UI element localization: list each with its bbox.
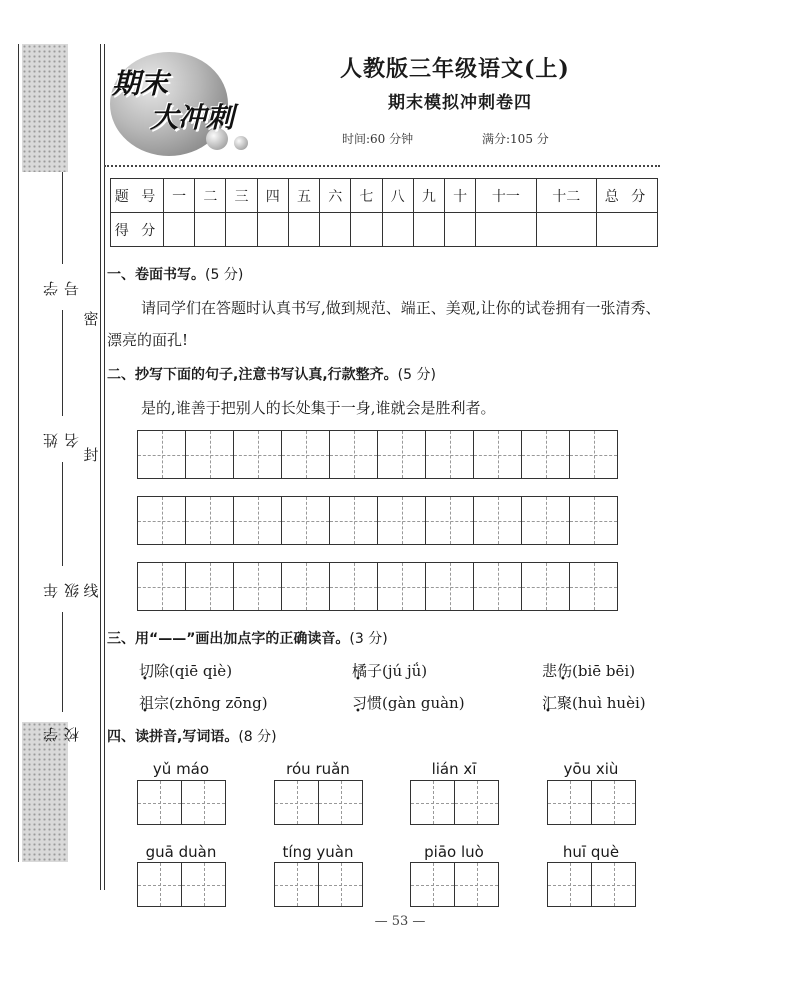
dotted-char: 汇	[542, 694, 558, 712]
score-table	[110, 178, 658, 247]
binding-pattern-top	[22, 44, 68, 172]
writing-cell[interactable]	[137, 562, 186, 611]
score-entry-cell[interactable]	[320, 213, 351, 247]
pinyin-label: yōu xiù	[563, 760, 619, 778]
section-4-title: 四、读拼音,写词语。	[107, 729, 239, 745]
score-header-cell: 十	[444, 179, 475, 213]
pronunciation-item[interactable]	[139, 692, 268, 713]
writing-cell[interactable]	[521, 562, 570, 611]
pinyin-label: huī què	[562, 843, 620, 861]
score-entry-cell[interactable]	[413, 213, 444, 247]
score-entry-cell[interactable]	[476, 213, 536, 247]
score-entry-cell[interactable]	[195, 213, 226, 247]
section-3-heading	[107, 628, 388, 648]
writing-cell[interactable]	[569, 496, 618, 545]
score-header-cell: 七	[351, 179, 382, 213]
binding-line-right	[100, 44, 101, 890]
pron-options: 惯(gàn guàn)	[367, 694, 465, 712]
dotted-char: 习	[352, 694, 368, 712]
score-header-cell: 八	[382, 179, 413, 213]
word-cell[interactable]	[454, 862, 499, 907]
pron-pre: 悲	[542, 662, 558, 680]
pronunciation-item[interactable]	[139, 660, 232, 681]
writing-cell[interactable]	[425, 562, 474, 611]
writing-cell[interactable]	[425, 496, 474, 545]
score-header-cell: 三	[226, 179, 257, 213]
student-id-line	[62, 172, 63, 264]
section-1-text-line1: 请同学们在答题时认真书写,做到规范、端正、美观,让你的试卷拥有一张清秀、	[141, 299, 661, 317]
word-cell[interactable]	[274, 780, 319, 825]
score-entry-cell[interactable]	[226, 213, 257, 247]
score-header-cell: 题 号	[111, 179, 164, 213]
word-cell[interactable]	[547, 780, 592, 825]
score-header-cell: 四	[257, 179, 288, 213]
pinyin-label: tíng yuàn	[282, 843, 354, 861]
logo-text-line2: 大冲刺	[150, 101, 235, 134]
score-header-cell: 十二	[536, 179, 596, 213]
binding-line-left	[18, 44, 19, 862]
writing-cell[interactable]	[569, 562, 618, 611]
word-cell[interactable]	[137, 862, 182, 907]
name-line	[62, 310, 63, 416]
dotted-char: 切	[139, 662, 155, 680]
writing-cell[interactable]	[233, 562, 282, 611]
pinyin-label: lián xī	[431, 760, 477, 778]
pron-options: (biē bēi)	[572, 662, 636, 680]
writing-cell[interactable]	[569, 430, 618, 479]
writing-cell[interactable]	[233, 496, 282, 545]
writing-cell[interactable]	[521, 496, 570, 545]
score-table-header-row	[111, 179, 658, 213]
writing-cell[interactable]	[281, 562, 330, 611]
writing-cell[interactable]	[329, 430, 378, 479]
word-cell[interactable]	[547, 862, 592, 907]
pronunciation-item[interactable]	[542, 692, 646, 713]
writing-cell[interactable]	[377, 496, 426, 545]
section-2-sentence: 是的,谁善于把别人的长处集于一身,谁就会是胜利者。	[141, 399, 496, 417]
score-entry-cell[interactable]	[597, 213, 658, 247]
pronunciation-item[interactable]	[352, 660, 427, 681]
pinyin-label: guā duàn	[145, 843, 217, 861]
score-header-cell: 总 分	[597, 179, 658, 213]
word-cell[interactable]	[454, 780, 499, 825]
writing-cell[interactable]	[377, 562, 426, 611]
word-box[interactable]	[410, 862, 498, 907]
writing-cell[interactable]	[233, 430, 282, 479]
pron-options: 子(jú jǘ)	[367, 662, 428, 680]
pronunciation-item[interactable]	[542, 660, 635, 681]
word-box[interactable]	[547, 862, 635, 907]
score-header-cell: 六	[320, 179, 351, 213]
score-entry-cell[interactable]	[164, 213, 195, 247]
score-header-cell: 一	[164, 179, 195, 213]
word-box[interactable]	[137, 780, 225, 825]
word-cell[interactable]	[318, 780, 363, 825]
writing-cell[interactable]	[185, 562, 234, 611]
pinyin-label: yǔ máo	[152, 760, 210, 778]
section-1-text-line2: 漂亮的面孔!	[107, 331, 189, 349]
page-title: 人教版三年级语文(上)	[340, 56, 570, 82]
section-3-points: (3 分)	[349, 631, 388, 647]
score-entry-cell[interactable]	[288, 213, 319, 247]
grade-label: 年级	[42, 577, 81, 599]
section-1-points: (5 分)	[205, 267, 244, 283]
pronunciation-item[interactable]	[352, 692, 465, 713]
score-header-cell: 十一	[476, 179, 536, 213]
word-box[interactable]	[137, 862, 225, 907]
writing-cell[interactable]	[185, 496, 234, 545]
score-header-cell: 五	[288, 179, 319, 213]
dotted-char: 伤	[557, 662, 573, 680]
pinyin-label: piāo luò	[424, 843, 484, 861]
writing-grid-row-2[interactable]	[137, 496, 617, 545]
word-box[interactable]	[274, 862, 362, 907]
writing-cell[interactable]	[281, 430, 330, 479]
score-entry-cell[interactable]	[257, 213, 288, 247]
section-2-points: (5 分)	[397, 367, 436, 383]
word-cell[interactable]	[181, 780, 226, 825]
writing-cell[interactable]	[521, 430, 570, 479]
word-cell[interactable]	[274, 862, 319, 907]
writing-cell[interactable]	[281, 496, 330, 545]
writing-cell[interactable]	[473, 430, 522, 479]
logo-text-line1: 期末	[112, 67, 169, 100]
page-number: — 53 —	[374, 914, 426, 929]
section-1-title: 一、卷面书写。	[107, 267, 205, 283]
writing-cell[interactable]	[137, 430, 186, 479]
school-label: 学校	[42, 721, 81, 743]
writing-grid-row-3[interactable]	[137, 562, 617, 611]
writing-cell[interactable]	[137, 496, 186, 545]
seal-char-feng: 封	[83, 446, 99, 464]
section-2-title: 二、抄写下面的句子,注意书写认真,行款整齐。	[107, 367, 398, 383]
pron-options: 宗(zhōng zōng)	[154, 694, 268, 712]
word-cell[interactable]	[137, 780, 182, 825]
full-score: 满分:105 分	[482, 132, 549, 146]
seal-char-xian: 线	[83, 582, 99, 600]
grade-line	[62, 462, 63, 566]
word-box[interactable]	[410, 780, 498, 825]
word-box[interactable]	[274, 780, 362, 825]
writing-cell[interactable]	[329, 562, 378, 611]
writing-cell[interactable]	[473, 562, 522, 611]
pron-options: 除(qiē qiè)	[154, 662, 233, 680]
section-3-title: 三、用“——”画出加点字的正确读音。	[107, 631, 350, 647]
writing-cell[interactable]	[425, 430, 474, 479]
score-header-cell: 九	[413, 179, 444, 213]
page-subtitle: 期末模拟冲刺卷四	[388, 93, 532, 113]
exam-time: 时间:60 分钟	[342, 132, 414, 146]
section-4-points: (8 分)	[238, 729, 277, 745]
score-entry-cell[interactable]	[536, 213, 596, 247]
word-cell[interactable]	[591, 780, 636, 825]
word-cell[interactable]	[181, 862, 226, 907]
word-box[interactable]	[547, 780, 635, 825]
score-table-score-row	[111, 213, 658, 247]
student-id-label: 学号	[42, 275, 81, 297]
word-cell[interactable]	[591, 862, 636, 907]
pron-options: 聚(huì huèi)	[557, 694, 646, 712]
score-entry-cell[interactable]	[382, 213, 413, 247]
header-divider	[104, 165, 660, 167]
school-line	[62, 612, 63, 712]
writing-cell[interactable]	[329, 496, 378, 545]
score-header-cell: 二	[195, 179, 226, 213]
writing-grid-row-1[interactable]	[137, 430, 617, 479]
word-cell[interactable]	[410, 780, 455, 825]
seal-char-mi: 密	[83, 310, 99, 328]
writing-cell[interactable]	[185, 430, 234, 479]
binding-line-right-2	[104, 44, 105, 890]
score-row-label: 得 分	[111, 213, 164, 247]
writing-cell[interactable]	[473, 496, 522, 545]
section-2-heading	[107, 364, 436, 384]
logo-ball-small	[234, 136, 248, 150]
writing-cell[interactable]	[377, 430, 426, 479]
pinyin-label: róu ruǎn	[286, 760, 350, 778]
dotted-char: 祖	[139, 694, 155, 712]
word-cell[interactable]	[410, 862, 455, 907]
score-entry-cell[interactable]	[351, 213, 382, 247]
dotted-char: 橘	[352, 662, 368, 680]
section-4-heading	[107, 726, 277, 746]
name-label: 姓名	[42, 427, 81, 449]
section-1-heading	[107, 264, 243, 284]
score-entry-cell[interactable]	[444, 213, 475, 247]
word-cell[interactable]	[318, 862, 363, 907]
